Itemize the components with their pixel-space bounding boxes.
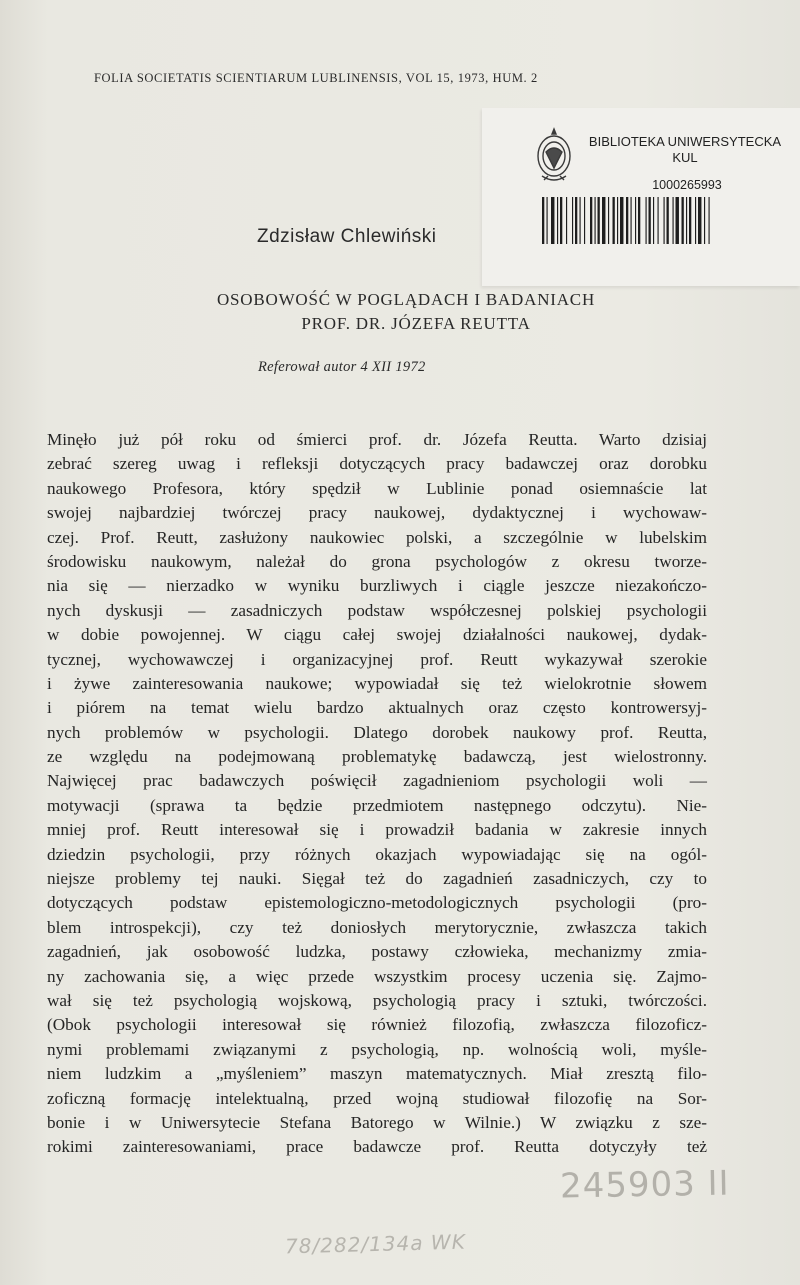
- body-line: ze względu na podejmowaną problematykę badawczą, jest wielostronny.: [47, 747, 707, 767]
- barcode-bar: [584, 197, 585, 244]
- body-line: mniej prof. Reutt interesował się i prowadził badania w zakresie innych: [47, 820, 707, 840]
- body-line: dziedzin psychologii, przy różnych okazjach wypowiadając się na ogól-: [47, 844, 707, 864]
- barcode-bar: [626, 197, 628, 244]
- barcode-bar: [638, 197, 640, 244]
- barcode-bar: [598, 197, 600, 244]
- body-line: w dobie powojennej. W ciągu całej swojej działalności naukowej, dydak-: [47, 625, 707, 645]
- barcode-bar: [709, 197, 710, 244]
- body-line: bonie i w Uniwersytecie Stefana Batorego w Wilnie.) W związku z sze-: [47, 1112, 707, 1132]
- body-line: naukowego Profesora, który spędził w Lublinie ponad osiemnaście lat: [47, 478, 707, 498]
- body-line: i żywe zainteresowania naukowe; wypowiadał się też wielokrotnie słowem: [47, 673, 707, 693]
- body-line: tycznej, wychowawczej i organizacyjnej prof. Reutt wykazywał szerokie: [47, 649, 707, 669]
- article-title-line-1: OSOBOWOŚĆ W POGLĄDACH I BADANIACH: [216, 290, 596, 309]
- barcode-bar: [704, 197, 705, 244]
- barcode-bar: [620, 197, 623, 244]
- body-line: rokimi zainteresowaniami, prace badawcze prof. Reutta dotyczyły też: [47, 1137, 707, 1157]
- body-line: wał się też psychologią wojskową, psychologią pracy i sztuki, twórczości.: [47, 990, 707, 1010]
- barcode-bar: [698, 197, 701, 244]
- barcode-bar: [542, 197, 544, 244]
- barcode-bar: [646, 197, 647, 244]
- barcode-bar: [595, 197, 596, 244]
- body-line: niem ludzkim a „myśleniem” maszyn matematycznych. Miał zresztą filo-: [47, 1064, 707, 1084]
- barcode-bar: [635, 197, 636, 244]
- library-name-line-2: KUL: [672, 150, 698, 165]
- body-line: motywacji (sprawa ta będzie przedmiotem następnego odczytu). Nie-: [47, 795, 707, 815]
- library-code: 1000265993: [652, 178, 722, 192]
- barcode-bar: [566, 197, 567, 244]
- pencil-shelf-mark: 78/282/134a WK: [284, 1229, 467, 1259]
- barcode-bar: [602, 197, 605, 244]
- body-line: nymi problemami związanymi z psychologią, np. wolnością woli, myśle-: [47, 1039, 707, 1059]
- article-body: [47, 428, 707, 1160]
- body-line: nych dyskusji — zasadniczych podstaw współczesnej polskiej psychologii: [47, 600, 707, 620]
- barcode-bar: [613, 197, 615, 244]
- barcode-bar: [551, 197, 554, 244]
- barcode-bar: [658, 197, 659, 244]
- barcode-bar: [689, 197, 691, 244]
- presentation-note: Referował autor 4 XII 1972: [258, 359, 426, 375]
- barcode-icon: [542, 197, 768, 244]
- body-line: dotyczących podstaw epistemologiczno-metodologicznych psychologii (pro-: [47, 893, 707, 913]
- body-line: zoficzną formację intelektualną, przed wojną studiował filozofię na Sor-: [47, 1088, 707, 1108]
- barcode-bar: [649, 197, 651, 244]
- body-line: i piórem na temat wielu bardzo aktualnych oraz często kontrowersyj-: [47, 698, 707, 718]
- barcode-bar: [560, 197, 562, 244]
- barcode-bar: [695, 197, 696, 244]
- library-label: [482, 108, 800, 286]
- body-line: blem introspekcji), czy też doniosłych merytorycznie, zwłaszcza takich: [47, 917, 707, 937]
- body-line: środowisku naukowym, należał do grona psychologów z okresu tworze-: [47, 551, 707, 571]
- barcode-bar: [664, 197, 665, 244]
- barcode-bar: [608, 197, 609, 244]
- barcode-bar: [547, 197, 548, 244]
- university-seal-icon: [534, 126, 574, 188]
- body-line: ny zachowania się, a więc przede wszystkim procesy uczenia się. Zajmo-: [47, 966, 707, 986]
- body-line: Najwięcej prac badawczych poświęcił zagadnieniom psychologii woli —: [47, 771, 707, 791]
- barcode-bar: [653, 197, 654, 244]
- body-line: zebrać szereg uwag i refleksji dotyczących pracy badawczej oraz dorobku: [47, 454, 707, 474]
- body-line: swojej najbardziej twórczej pracy naukowej, dydaktycznej i wychowaw-: [47, 503, 707, 523]
- article-title-line-2: PROF. DR. JÓZEFA REUTTA: [301, 314, 531, 333]
- library-name: [580, 134, 790, 166]
- body-line: niejsze problemy tej nauki. Sięgał też do zagadnień zasadniczych, czy to: [47, 869, 707, 889]
- body-line: nia się — nierzadko w wyniku burzliwych i ciągle jeszcze niezakończo-: [47, 576, 707, 596]
- barcode-bar: [686, 197, 687, 244]
- barcode-bar: [673, 197, 674, 244]
- barcode-bar: [575, 197, 577, 244]
- barcode-bar: [667, 197, 669, 244]
- barcode-bar: [676, 197, 679, 244]
- body-line: zagadnień, jak osobowość ludzka, postawy człowieka, mechanizmy zmia-: [47, 942, 707, 962]
- body-line: nych problemów w psychologii. Dlatego dorobek naukowy prof. Reutta,: [47, 722, 707, 742]
- body-line: czej. Prof. Reutt, zasłużony naukowiec polski, a szczególnie w lubelskim: [47, 527, 707, 547]
- barcode-bar: [631, 197, 632, 244]
- library-name-line-1: BIBLIOTEKA UNIWERSYTECKA: [588, 134, 782, 149]
- barcode-bar: [590, 197, 592, 244]
- barcode-bar: [617, 197, 618, 244]
- barcode-bar: [557, 197, 558, 244]
- barcode-bar: [580, 197, 581, 244]
- body-line: (Obok psychologii interesował się również filozofią, zwłaszcza filozoficz-: [47, 1015, 707, 1035]
- pencil-inventory-number: 245903 II: [559, 1163, 730, 1207]
- running-head: FOLIA SOCIETATIS SCIENTIARUM LUBLINENSIS, VOL 15, 1973, HUM. 2: [94, 71, 538, 85]
- barcode-bar: [572, 197, 573, 244]
- author-name: Zdzisław Chlewiński: [257, 226, 437, 247]
- barcode-bar: [682, 197, 684, 244]
- body-line: Minęło już pół roku od śmierci prof. dr. Józefa Reutta. Warto dzisiaj: [47, 430, 707, 449]
